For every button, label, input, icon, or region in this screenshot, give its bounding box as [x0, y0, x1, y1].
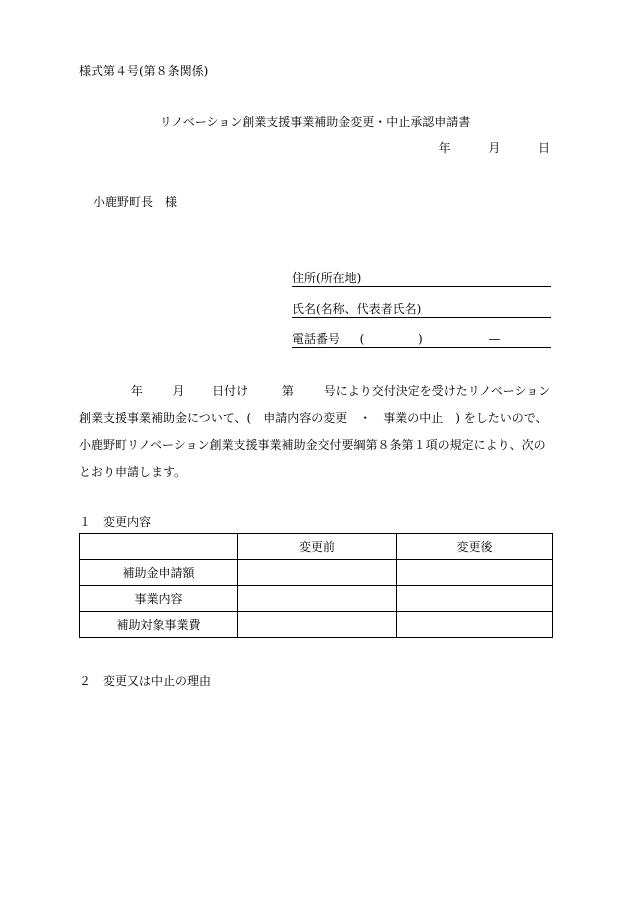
before-cell[interactable]: [238, 612, 397, 638]
date-month: 月: [488, 141, 501, 155]
table-header-blank: [80, 534, 238, 560]
phone-field[interactable]: [292, 331, 551, 348]
changes-table: [79, 533, 553, 638]
before-cell[interactable]: [238, 560, 397, 586]
table-header-row: [80, 534, 553, 560]
row-label: 補助金申請額: [80, 560, 238, 586]
body-number-prefix: 第: [281, 384, 294, 398]
body-date-suffix: 日付け: [212, 384, 249, 398]
phone-label: 電話番号: [292, 332, 341, 346]
body-year: 年: [130, 384, 143, 398]
table-row: [80, 560, 553, 586]
address-label: 住所(所在地): [292, 271, 362, 285]
address-field[interactable]: [292, 270, 551, 287]
section-2-heading: ２ 変更又は中止の理由: [79, 674, 212, 688]
phone-dash: —: [488, 332, 501, 346]
form-number: 様式第４号(第８条関係): [79, 64, 209, 78]
date-day: 日: [537, 141, 550, 155]
before-cell[interactable]: [238, 586, 397, 612]
document-title: リノベーション創業支援事業補助金変更・中止承認申請書: [159, 115, 471, 129]
name-field[interactable]: [292, 301, 551, 318]
name-label: 氏名(名称、代表者氏名): [292, 302, 422, 316]
phone-close-paren: ): [418, 332, 423, 346]
date-year: 年: [438, 141, 451, 155]
addressee: 小鹿野町長 様: [93, 195, 178, 209]
table-row: [80, 586, 553, 612]
application-body: [79, 378, 553, 486]
phone-open-paren: (: [359, 332, 365, 346]
table-row: [80, 612, 553, 638]
after-cell[interactable]: [397, 586, 553, 612]
after-cell[interactable]: [397, 612, 553, 638]
row-label: 事業内容: [80, 586, 238, 612]
after-cell[interactable]: [397, 560, 553, 586]
row-label: 補助対象事業費: [80, 612, 238, 638]
section-1-heading: １ 変更内容: [79, 515, 152, 529]
body-text: 号により交付決定を受けたリノベーション創業支援事業補助金について、( 申請内容の変更 ・ 事業の中止 ) をしたいので、小鹿野町リノベーション創業支援事業補助金交付要綱第８条第１項の規定により、次のとおり申請します。: [79, 384, 551, 479]
table-header-after: 変更後: [397, 534, 553, 560]
date-line: [439, 140, 550, 156]
body-month: 月: [172, 384, 185, 398]
table-header-before: 変更前: [238, 534, 397, 560]
